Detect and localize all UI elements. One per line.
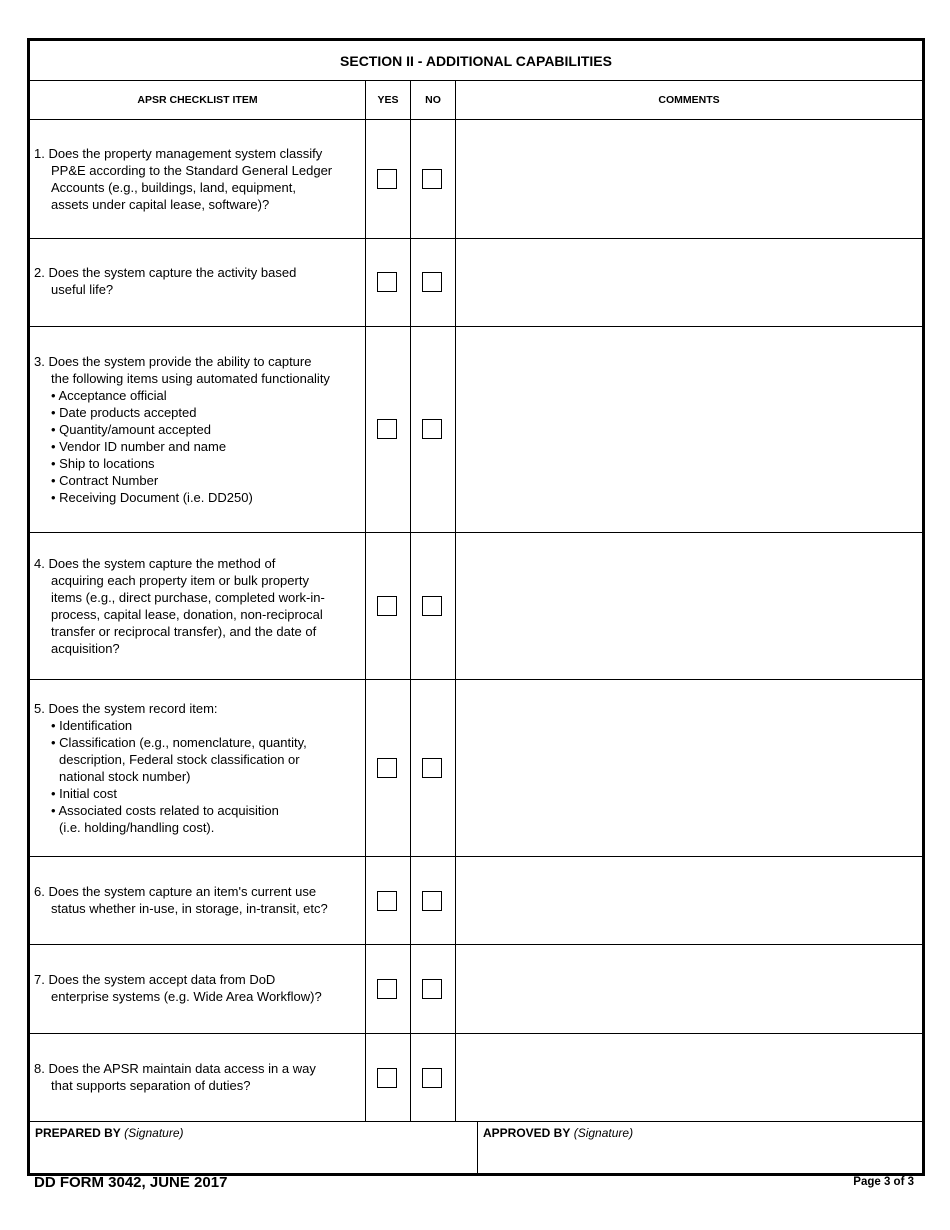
- question-line: • Identification: [51, 718, 133, 733]
- question-line: • Date products accepted: [51, 405, 197, 420]
- checklist-question-1: [34, 145, 362, 213]
- no-checkbox-1[interactable]: [422, 169, 442, 189]
- question-line: 2. Does the system capture the activity based: [34, 265, 297, 280]
- checklist-form: [27, 38, 925, 1176]
- checklist-question-8: [34, 1060, 362, 1094]
- section-title: SECTION II - ADDITIONAL CAPABILITIES: [340, 52, 612, 69]
- question-line: PP&E according to the Standard General Ledger: [51, 163, 333, 178]
- question-line: acquiring each property item or bulk property: [51, 573, 309, 588]
- question-line: description, Federal stock classification or: [59, 752, 300, 767]
- question-line: items (e.g., direct purchase, completed work-in-: [51, 590, 325, 605]
- question-line: • Receiving Document (i.e. DD250): [51, 490, 253, 505]
- no-checkbox-8[interactable]: [422, 1068, 442, 1088]
- no-checkbox-4[interactable]: [422, 596, 442, 616]
- question-line: Accounts (e.g., buildings, land, equipment,: [51, 180, 296, 195]
- column-header-item: APSR CHECKLIST ITEM: [137, 94, 258, 106]
- checklist-question-2: [34, 264, 362, 298]
- prepared-by-text: PREPARED BY: [35, 1126, 121, 1140]
- question-line: that supports separation of duties?: [51, 1078, 251, 1093]
- approved-by-hint: (Signature): [573, 1126, 634, 1140]
- yes-checkbox-5[interactable]: [377, 758, 397, 778]
- comments-field-5[interactable]: [456, 680, 922, 856]
- question-line: process, capital lease, donation, non-reciprocal: [51, 607, 323, 622]
- yes-checkbox-2[interactable]: [377, 272, 397, 292]
- prepared-by-field[interactable]: [30, 1122, 477, 1173]
- question-line: 6. Does the system capture an item's current use: [34, 884, 317, 899]
- checklist-question-7: [34, 971, 362, 1005]
- question-line: 1. Does the property management system classify: [34, 146, 323, 161]
- comments-field-4[interactable]: [456, 533, 922, 679]
- question-line: 8. Does the APSR maintain data access in a way: [34, 1061, 316, 1076]
- comments-field-3[interactable]: [456, 327, 922, 532]
- yes-checkbox-1[interactable]: [377, 169, 397, 189]
- question-line: acquisition?: [51, 641, 120, 656]
- prepared-by-hint: (Signature): [124, 1126, 184, 1140]
- approved-by-field[interactable]: [478, 1122, 922, 1173]
- question-line: • Ship to locations: [51, 456, 155, 471]
- question-line: assets under capital lease, software)?: [51, 197, 270, 212]
- yes-checkbox-3[interactable]: [377, 419, 397, 439]
- question-line: 5. Does the system record item:: [34, 701, 218, 716]
- yes-checkbox-7[interactable]: [377, 979, 397, 999]
- question-line: useful life?: [51, 282, 114, 297]
- form-identifier: DD FORM 3042, JUNE 2017: [34, 1174, 228, 1191]
- question-line: • Quantity/amount accepted: [51, 422, 211, 437]
- yes-checkbox-8[interactable]: [377, 1068, 397, 1088]
- question-line: transfer or reciprocal transfer), and the date of: [51, 624, 317, 639]
- question-line: • Associated costs related to acquisition: [51, 803, 279, 818]
- question-line: 4. Does the system capture the method of: [34, 556, 276, 571]
- question-line: 3. Does the system provide the ability to capture: [34, 354, 312, 369]
- checklist-question-3: [34, 353, 362, 506]
- column-header-yes: YES: [377, 94, 399, 106]
- no-checkbox-3[interactable]: [422, 419, 442, 439]
- comments-field-2[interactable]: [456, 239, 922, 326]
- question-line: status whether in-use, in storage, in-transit, etc?: [51, 901, 328, 916]
- question-line: • Initial cost: [51, 786, 117, 801]
- comments-field-6[interactable]: [456, 857, 922, 944]
- column-header-no: NO: [425, 94, 441, 106]
- question-line: national stock number): [59, 769, 191, 784]
- prepared-by-label: [35, 1126, 184, 1140]
- checklist-question-6: [34, 883, 362, 917]
- approved-by-label: [483, 1126, 633, 1140]
- comments-field-1[interactable]: [456, 120, 922, 238]
- question-line: • Acceptance official: [51, 388, 167, 403]
- checklist-question-4: [34, 555, 362, 657]
- question-line: • Vendor ID number and name: [51, 439, 227, 454]
- question-line: the following items using automated functionality: [51, 371, 330, 386]
- yes-checkbox-4[interactable]: [377, 596, 397, 616]
- no-checkbox-6[interactable]: [422, 891, 442, 911]
- comments-field-7[interactable]: [456, 945, 922, 1033]
- question-line: enterprise systems (e.g. Wide Area Workflow)?: [51, 989, 322, 1004]
- approved-by-text: APPROVED BY: [483, 1126, 571, 1140]
- no-checkbox-2[interactable]: [422, 272, 442, 292]
- yes-checkbox-6[interactable]: [377, 891, 397, 911]
- checklist-question-5: [34, 700, 362, 836]
- question-line: • Classification (e.g., nomenclature, quantity,: [51, 735, 307, 750]
- comments-field-8[interactable]: [456, 1034, 922, 1121]
- question-line: • Contract Number: [51, 473, 159, 488]
- question-line: 7. Does the system accept data from DoD: [34, 972, 276, 987]
- question-line: (i.e. holding/handling cost).: [59, 820, 215, 835]
- no-checkbox-7[interactable]: [422, 979, 442, 999]
- column-header-comments: COMMENTS: [658, 94, 720, 106]
- no-checkbox-5[interactable]: [422, 758, 442, 778]
- page-number: Page 3 of 3: [853, 1176, 914, 1188]
